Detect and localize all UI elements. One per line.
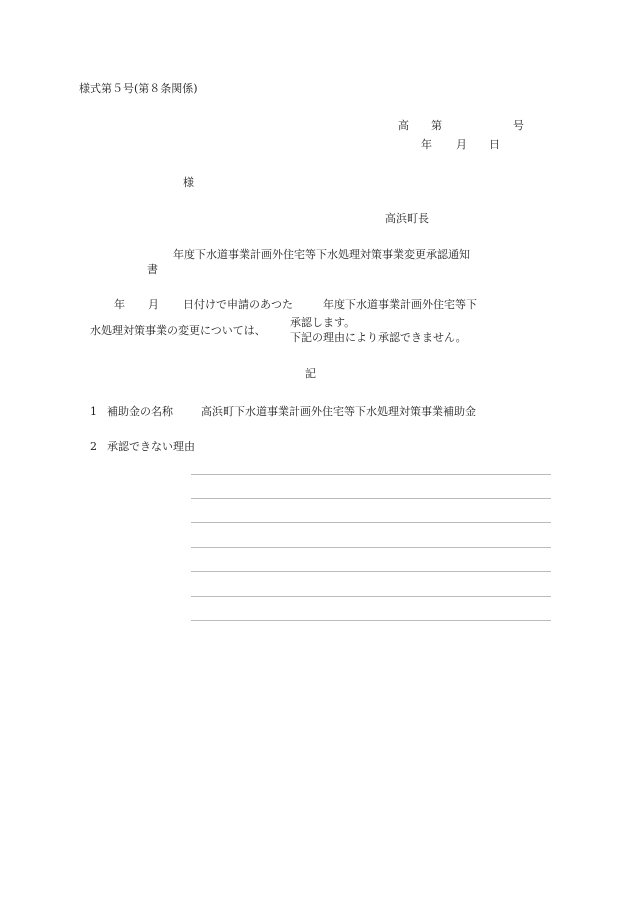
reason-line: [191, 571, 551, 572]
reference-prefix: 高: [398, 119, 409, 132]
date-year: 年: [421, 138, 432, 151]
option-reject: 下記の理由により承認できません。: [290, 331, 467, 344]
reason-line: [191, 596, 551, 597]
item-value: 高浜町下水道事業計画外住宅等下水処理対策事業補助金: [201, 405, 476, 418]
item-label: 承認できない理由: [107, 440, 195, 453]
item-number: 2: [90, 440, 97, 453]
date-day: 日: [489, 138, 500, 151]
body-text-fiscal: 年度下水道事業計画外住宅等下: [323, 298, 477, 311]
body-year: 年: [114, 298, 125, 311]
reason-line: [191, 547, 551, 548]
reference-suffix: 号: [513, 119, 524, 132]
reason-line: [191, 620, 551, 621]
notes-heading: 記: [305, 367, 316, 380]
item-number: 1: [90, 405, 97, 418]
reason-line: [191, 474, 551, 475]
body-text-line2: 水処理対策事業の変更については、: [90, 324, 266, 337]
document-title: 年度下水道事業計画外住宅等下水処理対策事業変更承認通知: [173, 248, 470, 261]
option-approve: 承認します。: [290, 316, 356, 329]
item-label: 補助金の名称: [107, 405, 173, 418]
date-month: 月: [456, 138, 467, 151]
reference-mid: 第: [431, 119, 442, 132]
addressee-honorific: 様: [183, 176, 194, 189]
form-label: 様式第５号(第８条関係): [79, 82, 198, 95]
reason-line: [191, 522, 551, 523]
issuer-name: 高浜町長: [385, 212, 429, 225]
document-title-continued: 書: [147, 263, 158, 276]
reason-line: [191, 498, 551, 499]
body-month: 月: [148, 298, 159, 311]
body-text: 日付けで申請のあつた: [183, 298, 293, 311]
